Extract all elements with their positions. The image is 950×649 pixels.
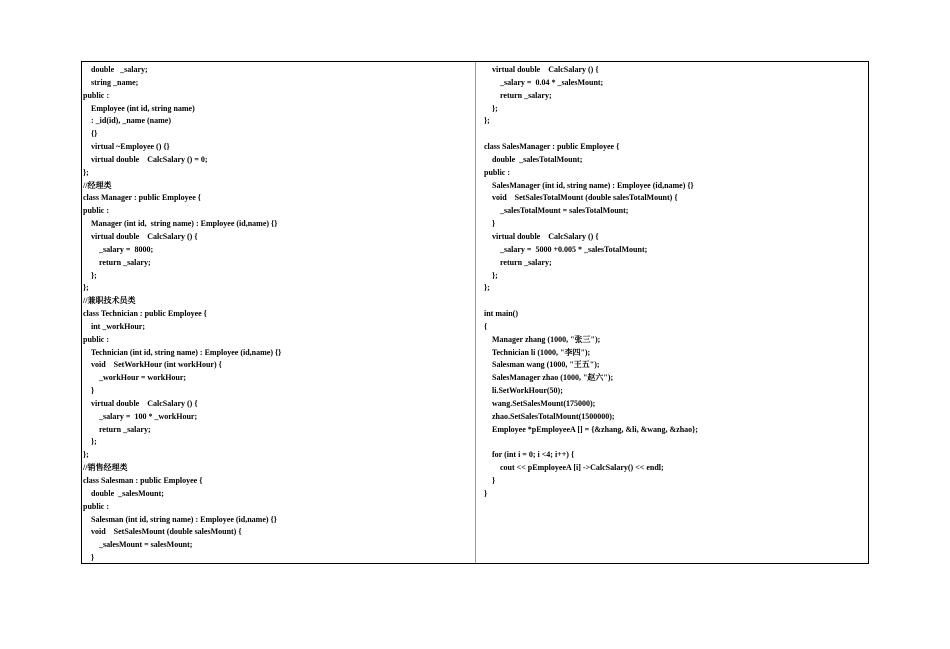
- right-code-line: virtual double CalcSalary () {: [484, 231, 599, 241]
- left-code-line: return _salary;: [83, 257, 151, 267]
- left-code-line: };: [83, 167, 89, 177]
- left-code-line: //兼职技术员类: [83, 296, 136, 306]
- left-code-line: };: [83, 283, 89, 293]
- left-code-line: _salary = 8000;: [83, 244, 154, 254]
- right-code-line: };: [484, 283, 490, 293]
- right-code-line: public :: [484, 167, 511, 177]
- left-code-line: Employee (int id, string name): [83, 103, 195, 113]
- right-code-line: for (int i = 0; i <4; i++) {: [484, 450, 575, 460]
- right-code-line: [484, 128, 864, 141]
- left-code-line: _workHour = workHour;: [83, 373, 187, 383]
- left-code-line: Technician (int id, string name) : Employee (id,name) {}: [83, 347, 282, 357]
- left-code-line: int _workHour;: [83, 321, 145, 331]
- right-code-line: [484, 295, 864, 308]
- right-code-line: wang.SetSalesMount(175000);: [484, 398, 596, 408]
- right-code-line: zhao.SetSalesTotalMount(1500000);: [484, 411, 615, 421]
- left-code-line: virtual double CalcSalary () {: [83, 231, 198, 241]
- right-code-line: }: [484, 219, 496, 229]
- left-code-line: //经理类: [83, 180, 112, 190]
- right-code-line: _salary = 5000 +0.005 * _salesTotalMount;: [484, 244, 648, 254]
- right-code-line: };: [484, 103, 498, 113]
- left-code-line: //销售经理类: [83, 463, 128, 473]
- right-code-line: Salesman wang (1000, "王五");: [484, 360, 600, 370]
- left-code-line: public :: [83, 334, 110, 344]
- right-code-line: Manager zhang (1000, "张三");: [484, 334, 601, 344]
- left-code-line: public :: [83, 501, 110, 511]
- right-code-line: _salary = 0.04 * _salesMount;: [484, 77, 604, 87]
- left-code-line: public :: [83, 90, 110, 100]
- left-code-line: double _salary;: [83, 65, 148, 74]
- right-code-column: [484, 64, 864, 501]
- left-code-line: virtual double CalcSalary () = 0;: [83, 154, 208, 164]
- right-code-line: cout << pEmployeeA [i] ->CalcSalary() << endl;: [484, 463, 664, 473]
- right-code-line: virtual double CalcSalary () {: [484, 65, 599, 74]
- right-code-line: [484, 436, 864, 449]
- right-code-line: SalesManager (int id, string name) : Employee (id,name) {}: [484, 180, 694, 190]
- left-code-line: void SetSalesMount (double salesMount) {: [83, 527, 242, 537]
- right-code-line: };: [484, 270, 498, 280]
- right-code-line: Technician li (1000, "李四");: [484, 347, 591, 357]
- left-code-line: virtual ~Employee () {}: [83, 142, 170, 152]
- left-code-line: };: [83, 437, 97, 447]
- left-code-line: _salary = 100 * _workHour;: [83, 411, 198, 421]
- left-code-line: virtual double CalcSalary () {: [83, 398, 198, 408]
- left-code-line: class Salesman : public Employee {: [83, 476, 203, 485]
- left-code-line: class Manager : public Employee {: [83, 193, 201, 203]
- left-code-line: {}: [83, 129, 98, 139]
- right-code-line: li.SetWorkHour(50);: [484, 386, 563, 396]
- right-code-line: int main(): [484, 309, 518, 319]
- left-code-line: Manager (int id, string name) : Employee (id,name) {}: [83, 219, 278, 229]
- left-code-line: };: [83, 450, 89, 460]
- left-code-line: public :: [83, 206, 110, 216]
- left-code-line: : _id(id), _name (name): [83, 116, 171, 126]
- right-code-line: }: [484, 488, 488, 498]
- right-code-line: };: [484, 116, 490, 126]
- left-code-line: };: [83, 270, 97, 280]
- left-code-line: _salesMount = salesMount;: [83, 540, 193, 550]
- left-code-line: return _salary;: [83, 424, 151, 434]
- right-code-line: }: [484, 476, 496, 485]
- left-code-column: [83, 64, 471, 565]
- left-code-line: string _name;: [83, 77, 139, 87]
- right-code-line: return _salary;: [484, 90, 552, 100]
- left-code-line: class Technician : public Employee {: [83, 309, 207, 319]
- right-code-line: return _salary;: [484, 257, 552, 267]
- left-code-line: void SetWorkHour (int workHour) {: [83, 360, 222, 370]
- right-code-line: double _salesTotalMount;: [484, 154, 583, 164]
- right-code-line: Employee *pEmployeeA [] = {&zhang, &li, &wang, &zhao};: [484, 424, 698, 434]
- left-code-line: Salesman (int id, string name) : Employee (id,name) {}: [83, 514, 277, 524]
- right-code-line: {: [484, 321, 488, 331]
- left-code-line: }: [83, 386, 95, 396]
- left-code-line: }: [83, 553, 95, 563]
- right-code-line: SalesManager zhao (1000, "赵六");: [484, 373, 614, 383]
- left-code-line: double _salesMount;: [83, 488, 164, 498]
- right-code-line: class SalesManager : public Employee {: [484, 142, 620, 152]
- column-divider: [475, 62, 476, 563]
- right-code-line: void SetSalesTotalMount (double salesTotalMount) {: [484, 193, 678, 203]
- right-code-line: _salesTotalMount = salesTotalMount;: [484, 206, 629, 216]
